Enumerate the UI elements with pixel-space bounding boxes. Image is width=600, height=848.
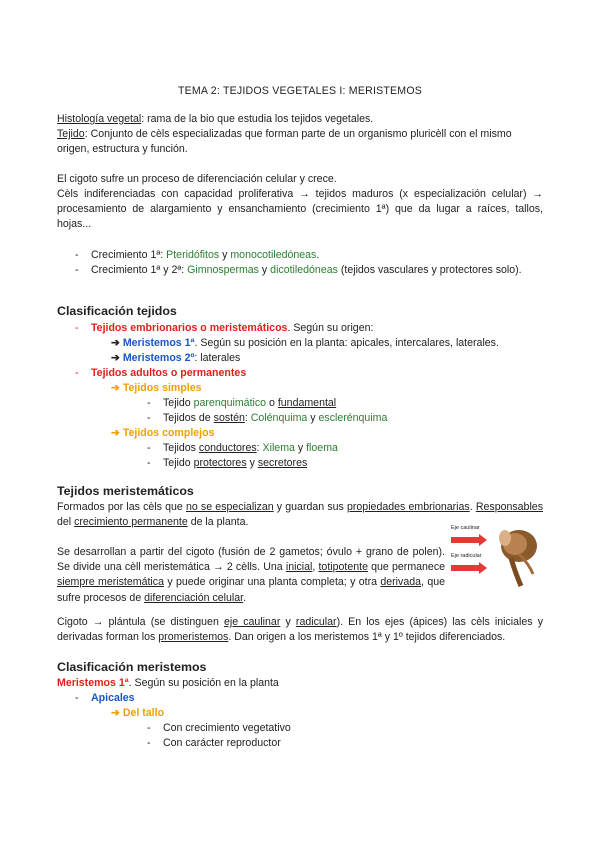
tejidos-simples-item: ➔ Tejidos simples <box>111 382 202 394</box>
plantula-figure <box>449 524 543 590</box>
dash-bullet: - <box>147 412 151 424</box>
arrow-bullet-icon: ➔ <box>111 427 123 439</box>
simple-item-1: - Tejido parenquimático o fundamental <box>147 396 543 411</box>
dash-bullet: - <box>147 457 151 469</box>
dash-bullet: - <box>147 397 151 409</box>
dash-bullet: - <box>75 249 79 261</box>
tejidos-adultos-item: - Tejidos adultos o permanentes <box>75 366 543 381</box>
tallo-item-2: - Con carácter reproductor <box>147 736 543 751</box>
arrow-bullet-icon: ➔ <box>111 382 123 394</box>
dash-bullet: - <box>147 737 151 749</box>
growth-item-2: - Crecimiento 1ª y 2ª: Gimnospermas y dicotiledóneas (tejidos vasculares y protectores solo). <box>75 263 543 278</box>
complejo-item-2: - Tejido protectores y secretores <box>147 456 543 471</box>
dash-bullet: - <box>75 692 79 704</box>
histologia-term: Histología vegetal <box>57 113 142 125</box>
meristematicos-paragraph-3: Cigoto → plántula (se distinguen eje caulinar y radicular). En los ejes (ápices) las cèls iniciales y derivadas forman los promeristemos. Dan origen a los meristemos 1ª y 1º tejidos diferenciados. <box>57 616 544 644</box>
apicales-item: - Apicales <box>75 691 543 706</box>
histologia-definition <box>57 112 543 127</box>
dash-bullet: - <box>147 722 151 734</box>
clasificacion-tejidos-heading: Clasificación tejidos <box>57 304 177 318</box>
dash-bullet: - <box>75 367 79 379</box>
meristemos-1-item: ➔ Meristemos 1ª. Según su posición en la planta: apicales, intercalares, laterales. <box>111 337 499 349</box>
growth-item-1: - Crecimiento 1ª: Pteridófitos y monocotiledóneas. <box>75 248 543 263</box>
tejido-definition <box>57 127 543 157</box>
eje-caulinar-label: Eje caulinar <box>451 525 480 531</box>
eje-radicular-label: Eje radicular <box>451 553 482 559</box>
clasificacion-meristemos-heading: Clasificación meristemos <box>57 660 207 674</box>
complejo-item-1: - Tejidos conductores: Xilema y floema <box>147 441 543 456</box>
dash-bullet: - <box>147 442 151 454</box>
tallo-item-1: - Con crecimiento vegetativo <box>147 721 543 736</box>
tejido-term: Tejido <box>57 128 85 140</box>
arrow-bullet-icon: ➔ <box>111 352 123 364</box>
arrow-bullet-icon: ➔ <box>111 337 123 349</box>
dash-bullet: - <box>75 264 79 276</box>
dash-bullet: - <box>75 322 79 334</box>
arrow-bullet-icon: ➔ <box>111 707 123 719</box>
cigoto-line: El cigoto sufre un proceso de diferenciación celular y crece. <box>57 173 337 185</box>
tejidos-meristematicos-heading: Tejidos meristemáticos <box>57 484 194 498</box>
tejidos-embrionarios-item: - Tejidos embrionarios o meristemáticos. Según su origen: <box>75 321 543 336</box>
simple-item-2: - Tejidos de sostén: Colénquima y esclerénquima <box>147 411 543 426</box>
diferenciacion-paragraph: Cèls indiferenciadas con capacidad proliferativa → tejidos maduros (x especialización celular) → procesamiento de alargamiento y ensanchamiento (crecimiento 1ª) que da lugar a raíces, tallos, hojas... <box>57 188 543 231</box>
document-title: TEMA 2: TEJIDOS VEGETALES I: MERISTEMOS <box>177 85 423 97</box>
tejido-text: : Conjunto de cèls especializadas que forman parte de un organismo pluricèll con el mismo origen, estructura y función. <box>57 128 512 156</box>
meristematicos-paragraph-1: Formados por las cèls que no se especializan y guardan sus propiedades embrionarias. Responsables del crecimiento permanente de la planta. <box>57 501 543 529</box>
histologia-text: : rama de la bio que estudia los tejidos vegetales. <box>141 113 374 125</box>
meristemos-2-item: ➔ Meristemos 2º: laterales <box>111 352 241 364</box>
del-tallo-item: ➔ Del tallo <box>111 707 165 719</box>
meristemos-primarios-line: Meristemos 1ª. Según su posición en la planta <box>57 677 279 689</box>
tejidos-complejos-item: ➔ Tejidos complejos <box>111 427 215 439</box>
meristematicos-paragraph-2: Se desarrollan a partir del cigoto (fusión de 2 gametos; óvulo + grano de polen). Se divide una cèll meristemática → 2 cèlls. Una inicial, totipotente que permanece siempre meristemática y puede originar una planta completa; y otra derivada, que sufre procesos de diferenciación celular. <box>57 546 446 604</box>
